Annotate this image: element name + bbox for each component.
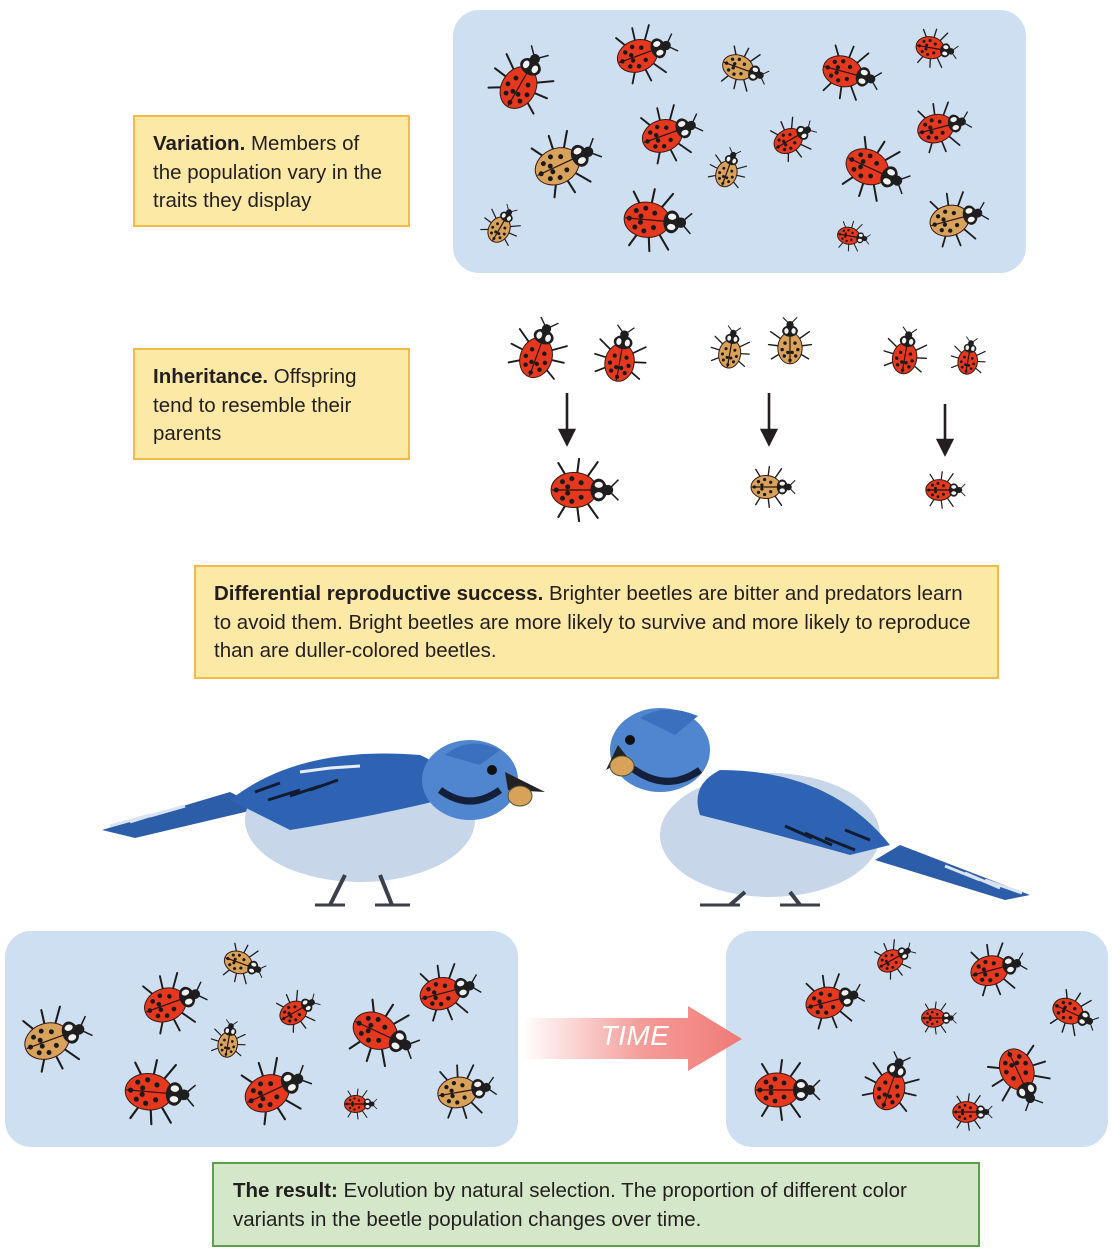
differential-text: Brighter beetles are bitter and predators learn to avoid them. Bright beetles are more likely to survive and more likely to reproduce than are duller-colored beetles. bbox=[214, 582, 971, 662]
beetle-bright bbox=[922, 1002, 957, 1034]
beetle-dull bbox=[15, 997, 100, 1078]
variation-box bbox=[133, 115, 410, 227]
inheritance-box bbox=[133, 348, 410, 460]
beetle-bright bbox=[271, 982, 326, 1036]
beetle-bright bbox=[591, 322, 651, 386]
variation-text: Members of the population vary in the traits they display bbox=[153, 132, 383, 212]
beetle-bright bbox=[345, 1089, 378, 1119]
inheritance-text: Offspring tend to resemble their parents bbox=[153, 365, 357, 445]
beetle-dull bbox=[769, 317, 812, 363]
beetle-dull bbox=[705, 143, 753, 193]
beetle-dull bbox=[924, 185, 994, 252]
beetle-dull bbox=[218, 939, 270, 990]
result-term: The result: bbox=[233, 1179, 338, 1202]
beetle-bright bbox=[800, 967, 870, 1034]
inheritance-term: Inheritance. bbox=[153, 365, 269, 388]
beetle-bright bbox=[870, 932, 922, 983]
beetle-dull bbox=[751, 467, 795, 508]
beetle-bright bbox=[913, 26, 961, 71]
beetle-bright bbox=[233, 1046, 320, 1131]
differential-term: Differential reproductive success. bbox=[214, 582, 544, 605]
beetle-dull bbox=[433, 1059, 499, 1122]
beetle-dull bbox=[477, 198, 528, 250]
result-text: Evolution by natural selection. The proportion of different color variants in the beetle population changes over time. bbox=[233, 1179, 907, 1231]
beetle-bright bbox=[857, 1045, 927, 1118]
beetle-bright bbox=[765, 109, 824, 166]
beetle-bright bbox=[835, 130, 919, 212]
beetle-bright bbox=[621, 187, 693, 255]
beetle-bright bbox=[912, 96, 976, 157]
beetle-bright bbox=[135, 964, 214, 1040]
beetle-bright bbox=[123, 1058, 198, 1128]
beetle-bright bbox=[835, 219, 872, 254]
beetle-dull bbox=[209, 1018, 249, 1061]
beetle-bright bbox=[949, 335, 989, 378]
beetle-bright bbox=[482, 35, 566, 121]
beetle-bright bbox=[817, 40, 887, 107]
beetle-bright bbox=[609, 16, 685, 89]
beetle-dull bbox=[716, 42, 774, 98]
result-box bbox=[212, 1162, 980, 1247]
beetle-bright bbox=[881, 324, 931, 377]
variation-term: Variation. bbox=[153, 132, 246, 155]
differential-success-box bbox=[194, 565, 999, 679]
beetle-bright bbox=[953, 1094, 992, 1130]
beetle-dull bbox=[708, 323, 753, 371]
beetle-bright bbox=[1045, 985, 1105, 1043]
beetle-bright bbox=[965, 936, 1032, 1000]
beetle-bright bbox=[413, 956, 486, 1025]
beetle-bright bbox=[755, 1060, 820, 1120]
beetle-bright bbox=[503, 311, 576, 387]
beetle-bright bbox=[634, 96, 710, 169]
time-label: TIME bbox=[600, 1020, 670, 1051]
beetle-bright bbox=[982, 1038, 1061, 1119]
beetle-bright bbox=[551, 459, 618, 521]
beetle-dull bbox=[523, 119, 610, 204]
beetle-bright bbox=[926, 472, 965, 508]
beetle-bright bbox=[341, 993, 428, 1078]
